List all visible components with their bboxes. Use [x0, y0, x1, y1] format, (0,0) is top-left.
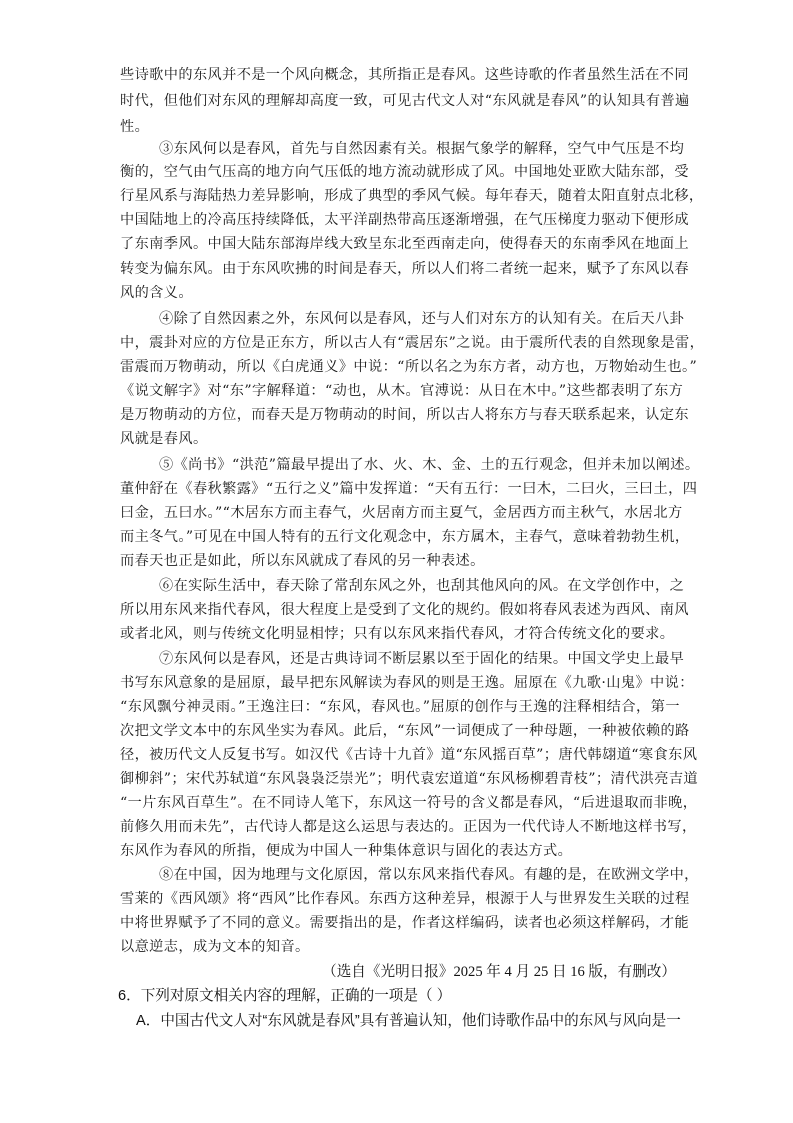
- paragraph-4-line-6: 风就是春风。: [120, 431, 208, 447]
- paragraph-5-line-3: 曰金，五曰水。”“木居东方而主春气，火居南方而主夏气，金居西方而主秋气，水居北方: [120, 505, 683, 521]
- paragraph-6-line-3: 或者北风，则与传统文化明显相悖；只有以东风来指代春风，才符合传统文化的要求。: [120, 626, 675, 642]
- paragraph-7-line-4: 次把文学文本中的东风坐实为春风。此后，“东风”一词便成了一种母题，一种被依赖的路: [120, 723, 690, 739]
- paragraph-4-line-4: 《说文解字》对“东”字解释道：“动也，从木。官溥说：从日在木中。”这些都表明了东方: [120, 383, 684, 399]
- paragraph-3-line-5: 了东南季风。中国大陆东部海岸线大致呈东北至西南走向，使得春天的东南季风在地面上: [120, 236, 689, 252]
- paragraph-7-line-9: 东风作为春风的所指，便成为中国人一种集体意识与固化的表达方式。: [120, 843, 573, 859]
- paragraph-7-line-5: 径，被历代文人反复书写。如汉代《古诗十九首》道“东风摇百草”；唐代韩翃道“寒食东风: [120, 747, 698, 763]
- paragraph-4-line-5: 是万物萌动的方位，而春天是万物萌动的时间，所以古人将东方与春天联系起来，认定东: [120, 407, 689, 423]
- paragraph-5-line-4: 而主冬气。”可见在中国人特有的五行文化观念中，东方属木，主春气，意味着勃勃生机，: [120, 529, 690, 545]
- paragraph-3-line-3: 行星风系与海陆热力差异影响，形成了典型的季风气候。每年春天，随着太阳直射点北移，: [120, 188, 704, 204]
- paragraph-3-line-7: 风的含义。: [120, 285, 193, 301]
- paragraph-8-line-2: 雪莱的《西风颂》将“西风”比作春风。东西方这种差异，根源于人与世界发生关联的过程: [120, 891, 690, 907]
- paragraph-4-line-1: ④除了自然因素之外，东风何以是春风，还与人们对东方的认知有关。在后天八卦: [159, 311, 685, 327]
- paragraph-2-line-1: 些诗歌中的东风并不是一个风向概念，其所指正是春风。这些诗歌的作者虽然生活在不同: [120, 67, 689, 83]
- source-note: （选自《光明日报》2025 年 4 月 25 日 16 版，有删改）: [322, 964, 676, 980]
- paragraph-8-line-3: 中将世界赋予了不同的意义。需要指出的是，作者这样编码，读者也必须这样解码，才能: [120, 915, 689, 931]
- paragraph-3-line-2: 衡的，空气由气压高的地方向气压低的地方流动就形成了风。中国地处亚欧大陆东部，受: [120, 164, 689, 180]
- question-6-option-a: A．中国古代文人对“东风就是春风”具有普遍认知，他们诗歌作品中的东风与风向是一: [136, 1013, 681, 1029]
- paragraph-5-line-2: 董仲舒在《春秋繁露》“五行之义”篇中发挥道：“天有五行：一曰木，二曰火，三曰土，四: [120, 481, 698, 497]
- paragraph-4-line-3: 雷震而万物萌动，所以《白虎通义》中说：“所以名之为东方者，动方也，万物始动生也。”: [120, 359, 698, 375]
- paragraph-6-line-2: 所以用东风来指代春风，很大程度上是受到了文化的规约。假如将春风表述为西风、南风: [120, 602, 689, 618]
- paragraph-8-line-4: 以意逆志，成为文本的知音。: [120, 939, 310, 955]
- paragraph-2-line-2: 时代，但他们对东风的理解却高度一致，可见古代文人对“东风就是春风”的认知具有普遍: [120, 93, 690, 109]
- paragraph-7-line-8: 前修久用而未先”，古代诗人都是这么运思与表达的。正因为一代代诗人不断地这样书写，: [120, 819, 697, 835]
- paragraph-3-line-4: 中国陆地上的冷高压持续降低，太平洋副热带高压逐渐增强，在气压梯度力驱动下便形成: [120, 212, 689, 228]
- paragraph-5-line-5: 而春天也正是如此，所以东风就成了春风的另一种表述。: [120, 553, 485, 569]
- paragraph-6-line-1: ⑥在实际生活中，春天除了常刮东风之外，也刮其他风向的风。在文学创作中，之: [159, 578, 685, 594]
- paragraph-7-line-7: “一片东风百草生”。在不同诗人笔下，东风这一符号的含义都是春风，“后进退取而非晚，: [120, 795, 698, 811]
- paragraph-4-line-2: 中，震卦对应的方位是正东方，所以古人有“震居东”之说。由于震所代表的自然现象是雷，: [120, 335, 705, 351]
- question-6-stem: 6．下列对原文相关内容的理解，正确的一项是（ ）: [118, 988, 452, 1004]
- paragraph-3-line-1: ③东风何以是春风，首先与自然因素有关。根据气象学的解释，空气中气压是不均: [159, 141, 685, 157]
- paragraph-7-line-6: 御柳斜”；宋代苏轼道“东风袅袅泛崇光”；明代袁宏道道“东风杨柳碧青枝”；清代洪亮吉道: [120, 771, 699, 787]
- paragraph-3-line-6: 转变为偏东风。由于东风吹拂的时间是春天，所以人们将二者统一起来，赋予了东风以春: [120, 261, 689, 277]
- paragraph-5-line-1: ⑤《尚书》“洪范”篇最早提出了水、火、木、金、土的五行观念，但并未加以阐述。: [159, 457, 700, 473]
- paragraph-8-line-1: ⑧在中国，因为地理与文化原因，常以东风来指代春风。有趣的是，在欧洲文学中，: [159, 867, 699, 883]
- paragraph-2-line-3: 性。: [120, 119, 150, 135]
- paragraph-7-line-3: “东风飘兮神灵雨。”王逸注曰：“东风，春风也。”屈原的创作与王逸的注释相结合，第一: [120, 699, 680, 715]
- paragraph-7-line-2: 书写东风意象的是屈原，最早把东风解读为春风的则是王逸。屈原在《九歌·山鬼》中说：: [120, 675, 694, 691]
- paragraph-7-line-1: ⑦东风何以是春风，还是古典诗词不断层累以至于固化的结果。中国文学史上最早: [159, 651, 685, 667]
